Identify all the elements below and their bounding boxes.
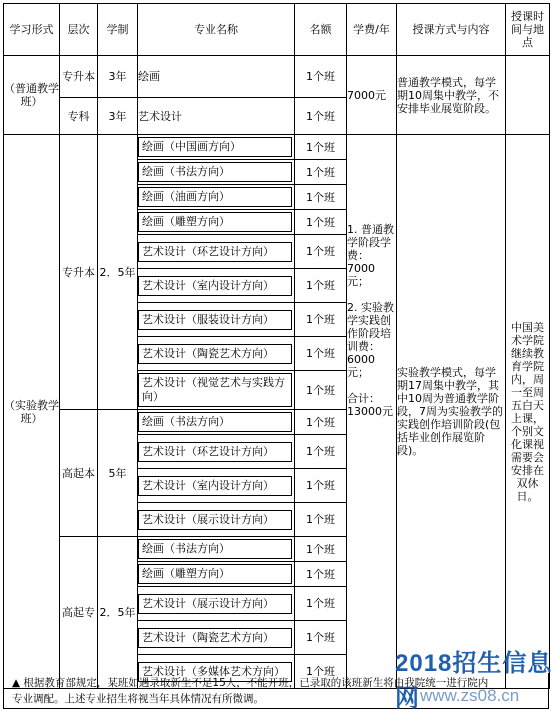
major-box: 艺术设计（陶瓷艺术方向） — [138, 628, 292, 648]
header-mode: 学习形式 — [4, 4, 60, 56]
major-cell — [138, 503, 295, 537]
quota-cell: 1个班 — [295, 235, 347, 269]
table-row — [4, 56, 550, 98]
level-cell: 高起本 — [60, 410, 98, 537]
years-cell: 2．5年 — [98, 135, 138, 410]
header-quota: 名额 — [295, 4, 347, 56]
quota-cell: 1个班 — [295, 655, 347, 689]
major-cell — [138, 537, 295, 562]
major-box: 艺术设计（展示设计方向） — [138, 594, 292, 614]
quota-cell: 1个班 — [295, 98, 347, 135]
major-box: 绘画（中国画方向） — [138, 137, 292, 157]
footnote-marker: ▲ — [12, 677, 21, 689]
header-row — [4, 4, 550, 56]
footnote-line2: 专业调配。上述专业招生将视当年具体情况有所微调。 — [12, 693, 264, 705]
header-level: 层次 — [60, 4, 98, 56]
major-box: 艺术设计（环艺设计方向） — [138, 242, 292, 262]
major-box: 绘画（雕塑方向） — [138, 212, 292, 232]
major-box: 艺术设计（展示设计方向） — [138, 510, 292, 530]
major-cell — [138, 235, 295, 269]
mode-cell-experimental: （实验教学班） — [4, 135, 60, 689]
major-box: 绘画（书法方向） — [138, 412, 292, 432]
fee-cell-experimental: 1. 普通教学阶段学费：7000元； 2. 实验教学实践创作阶段培训费：6000元； 合计：13000元 — [347, 135, 397, 689]
level-cell: 专升本 — [60, 135, 98, 410]
major-cell — [138, 303, 295, 337]
method-cell-experimental: 实验教学模式，每学期17周集中教学，其中10周为普通教学阶段，7周为实验教学的实践创作培训阶段(包括毕业创作展览阶段)。 — [397, 135, 506, 689]
method-cell-regular: 普通教学模式，每学期10周集中教学，不安排毕业展览阶段。 — [397, 56, 506, 135]
major-box: 艺术设计（环艺设计方向） — [138, 442, 292, 462]
major-cell — [138, 587, 295, 621]
major-cell — [138, 562, 295, 587]
quota-cell: 1个班 — [295, 185, 347, 210]
quota-cell: 1个班 — [295, 621, 347, 655]
mode-cell-regular: （普通教学班） — [4, 56, 60, 135]
quota-cell: 1个班 — [295, 562, 347, 587]
quota-cell: 1个班 — [295, 537, 347, 562]
major-cell — [138, 185, 295, 210]
major-box: 艺术设计（陶瓷艺术方向） — [138, 344, 292, 364]
quota-cell: 1个班 — [295, 503, 347, 537]
major-box: 绘画（书法方向） — [138, 162, 292, 182]
major-box: 艺术设计（视觉艺术与实践方向） — [138, 373, 292, 407]
quota-cell: 1个班 — [295, 587, 347, 621]
place-cell-experimental: 中国美术学院继续教育学院内，周一至周五白天上课，个别文化课视需要会安排在双休日。 — [506, 135, 550, 689]
quota-cell: 1个班 — [295, 160, 347, 185]
years-cell: 5年 — [98, 410, 138, 537]
table-row — [4, 135, 550, 160]
major-cell — [138, 371, 295, 410]
header-place: 授课时间与地点 — [506, 4, 550, 56]
major-cell — [138, 337, 295, 371]
major-box: 艺术设计（室内设计方向） — [138, 476, 292, 496]
major-cell: 艺术设计 — [138, 98, 295, 135]
level-cell: 专升本 — [60, 56, 98, 98]
quota-cell: 1个班 — [295, 303, 347, 337]
major-cell — [138, 135, 295, 160]
major-cell — [138, 269, 295, 303]
major-cell: 绘画 — [138, 56, 295, 98]
major-cell — [138, 160, 295, 185]
header-fee: 学费/年 — [347, 4, 397, 56]
years-cell: 2．5年 — [98, 537, 138, 689]
major-box: 艺术设计（服装设计方向） — [138, 310, 292, 330]
watermark-url: www.zs08.cn — [420, 686, 520, 705]
admissions-table — [3, 3, 550, 689]
major-cell — [138, 410, 295, 435]
header-major: 专业名称 — [138, 4, 295, 56]
watermark-logo: 2018招生信息网 — [395, 650, 553, 712]
place-cell-regular — [506, 56, 550, 135]
level-cell: 高起专 — [60, 537, 98, 689]
major-box: 艺术设计（室内设计方向） — [138, 276, 292, 296]
quota-cell: 1个班 — [295, 135, 347, 160]
header-method: 授课方式与内容 — [397, 4, 506, 56]
major-cell — [138, 210, 295, 235]
fee-cell-regular: 7000元 — [347, 56, 397, 135]
quota-cell: 1个班 — [295, 435, 347, 469]
quota-cell: 1个班 — [295, 210, 347, 235]
quota-cell: 1个班 — [295, 56, 347, 98]
quota-cell: 1个班 — [295, 410, 347, 435]
quota-cell: 1个班 — [295, 269, 347, 303]
footnote-line1: 根据教育部规定，某班如遇录取新生不足15人，不能开班，已录取的该班新生将由我院统一进行院内 — [23, 677, 489, 689]
major-box: 绘画（油画方向） — [138, 187, 292, 207]
major-box: 艺术设计（多媒体艺术方向） — [138, 662, 292, 682]
major-box: 绘画（雕塑方向） — [138, 564, 292, 584]
major-box: 绘画（书法方向） — [138, 539, 292, 559]
major-cell — [138, 469, 295, 503]
years-cell: 3年 — [98, 98, 138, 135]
major-cell — [138, 435, 295, 469]
major-cell — [138, 621, 295, 655]
header-years: 学制 — [98, 4, 138, 56]
level-cell: 专科 — [60, 98, 98, 135]
years-cell: 3年 — [98, 56, 138, 98]
quota-cell: 1个班 — [295, 469, 347, 503]
quota-cell: 1个班 — [295, 337, 347, 371]
quota-cell: 1个班 — [295, 371, 347, 410]
